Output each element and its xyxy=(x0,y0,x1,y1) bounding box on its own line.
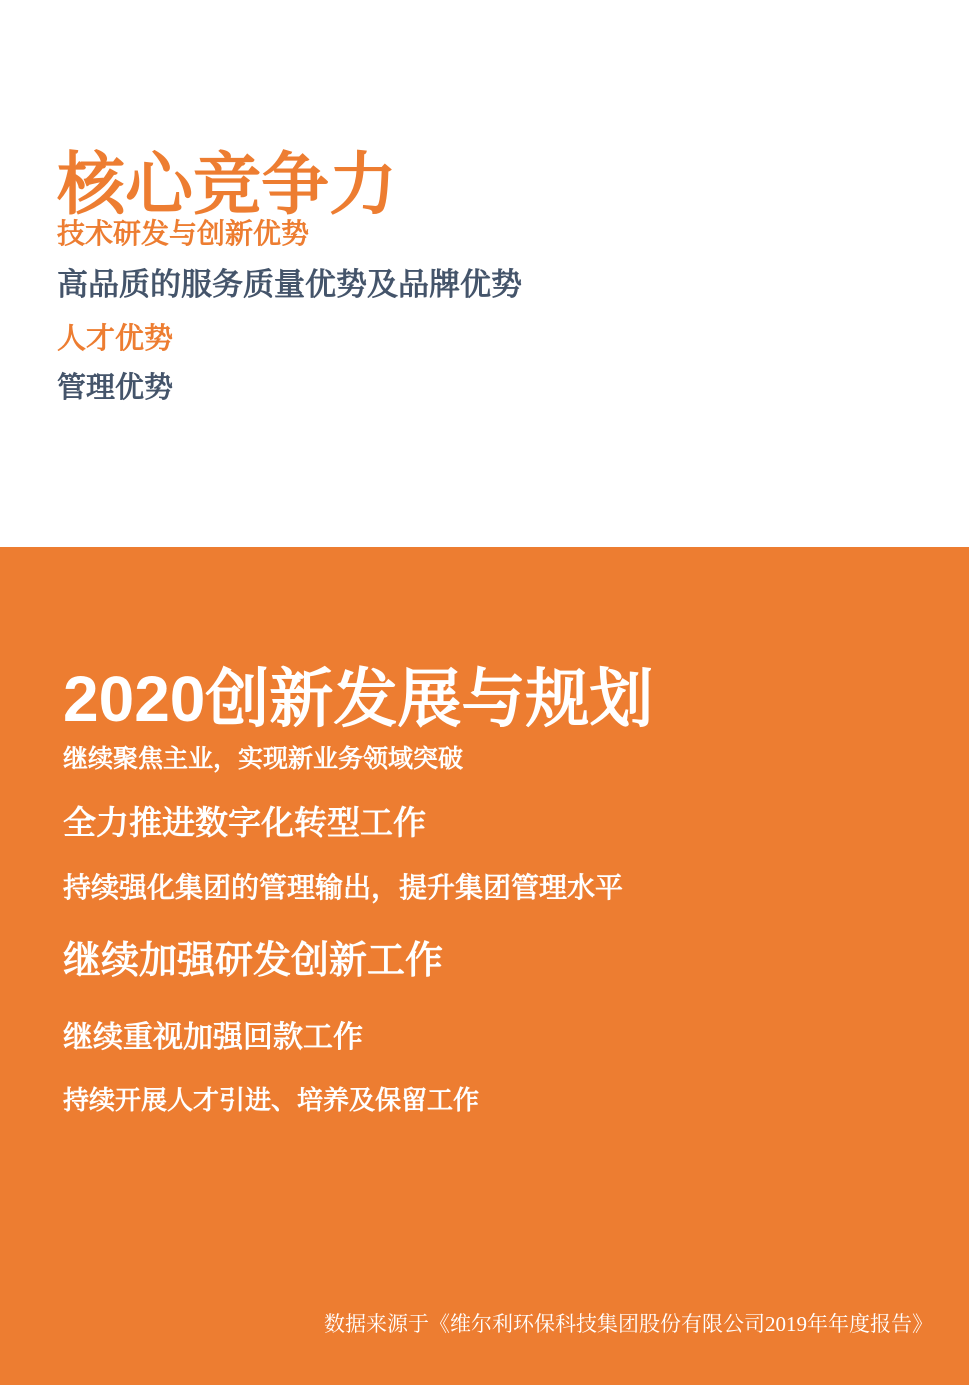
advantage-item-management: 管理优势 xyxy=(57,372,174,404)
plan-item-management-output: 持续强化集团的管理输出，提升集团管理水平 xyxy=(63,872,624,903)
advantage-item-tech-innovation: 技术研发与创新优势 xyxy=(57,218,310,249)
advantage-item-talent: 人才优势 xyxy=(57,323,174,355)
plan-item-payment-collection: 继续重视加强回款工作 xyxy=(63,1021,363,1054)
plan-2020-title: 2020创新发展与规划 xyxy=(63,663,654,736)
plan-item-digital-transformation: 全力推进数字化转型工作 xyxy=(63,804,426,841)
data-source-note: 数据来源于《维尔利环保科技集团股份有限公司2019年年度报告》 xyxy=(324,1312,933,1336)
plan-item-rd-innovation: 继续加强研发创新工作 xyxy=(63,940,444,982)
plan-item-focus-main-business: 继续聚焦主业，实现新业务领域突破 xyxy=(63,745,464,773)
core-competitiveness-title: 核心竞争力 xyxy=(57,146,398,223)
plan-item-talent-retention: 持续开展人才引进、培养及保留工作 xyxy=(63,1085,480,1115)
advantage-item-service-brand: 高品质的服务质量优势及品牌优势 xyxy=(57,267,522,302)
